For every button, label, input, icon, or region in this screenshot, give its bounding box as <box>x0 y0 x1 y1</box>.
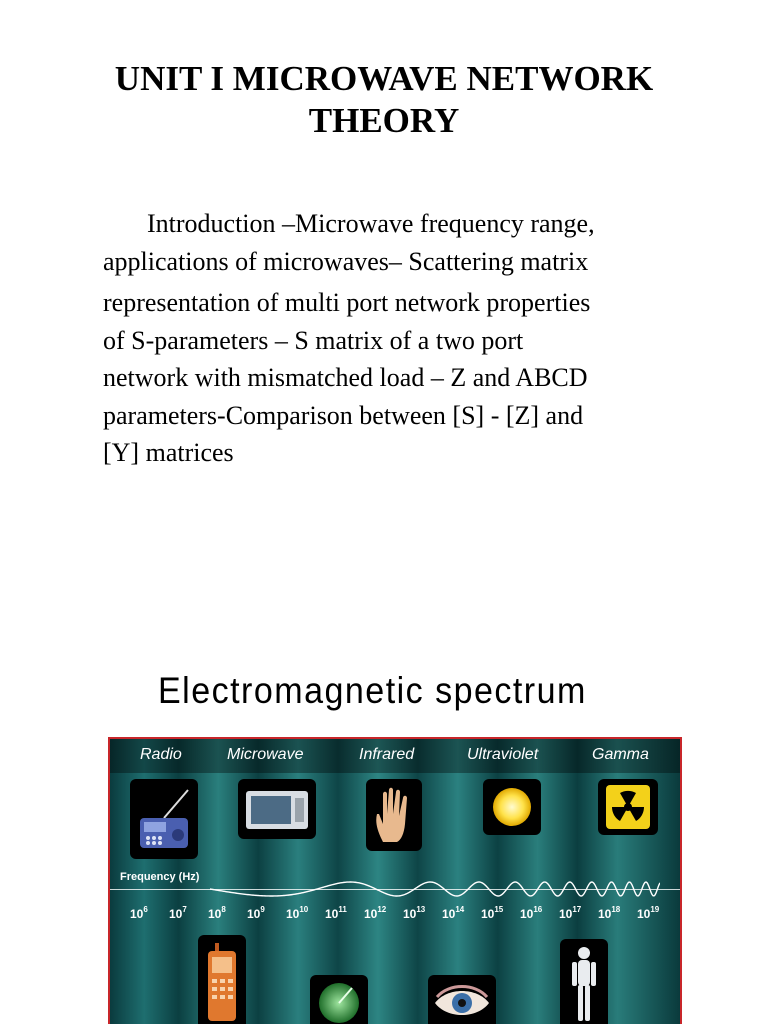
frequency-tick-label: $10^{16}$ <box>520 905 543 921</box>
syllabus-line: representation of multi port network properties <box>103 288 591 317</box>
title-line-2: THEORY <box>308 101 460 140</box>
frequency-tick-label: $10^{13}$ <box>403 905 426 921</box>
radar-icon <box>310 975 368 1024</box>
frequency-tick-label: $10^{18}$ <box>598 905 621 921</box>
band-label-microwave: Microwave <box>227 746 304 763</box>
hand-icon <box>366 779 422 851</box>
frequency-tick-label: $10^6$ <box>130 905 148 921</box>
wave-graphic <box>210 877 660 901</box>
frequency-axis-label: Frequency (Hz) <box>120 871 200 883</box>
syllabus-line: applications of microwaves– Scattering matrix <box>103 246 589 276</box>
band-label-ultraviolet: Ultraviolet <box>467 746 539 763</box>
band-label-radio: Radio <box>140 746 182 763</box>
xray-body-icon <box>560 939 608 1024</box>
syllabus-line: network with mismatched load – Z and ABCD <box>103 363 588 392</box>
frequency-tick-label: $10^{11}$ <box>325 905 347 921</box>
sun-icon <box>483 779 541 835</box>
syllabus-paragraph <box>103 205 703 472</box>
band-label-infrared: Infrared <box>359 746 415 763</box>
spectrum-heading: Electromagnetic spectrum <box>158 670 587 711</box>
frequency-tick-label: $10^8$ <box>208 905 226 921</box>
band-label-row <box>110 739 680 773</box>
band-label-gamma: Gamma <box>592 746 649 763</box>
frequency-tick-row <box>110 905 680 927</box>
eye-icon <box>428 975 496 1024</box>
radio-icon <box>130 779 198 859</box>
spectrum-figure <box>108 737 682 1024</box>
frequency-tick-label: $10^{12}$ <box>364 905 387 921</box>
frequency-tick-label: $10^{17}$ <box>559 905 582 921</box>
frequency-tick-label: $10^{10}$ <box>286 905 309 921</box>
frequency-tick-label: $10^7$ <box>169 905 187 921</box>
syllabus-line: parameters-Comparison between [S] - [Z] and <box>103 400 584 430</box>
radiation-icon <box>598 779 658 835</box>
page-title <box>40 58 728 142</box>
title-line-1: UNIT I MICROWAVE NETWORK <box>114 59 654 98</box>
syllabus-line: [Y] matrices <box>103 438 234 467</box>
syllabus-line: Introduction –Microwave frequency range, <box>147 209 595 238</box>
frequency-tick-label: $10^{15}$ <box>481 905 504 921</box>
frequency-tick-label: $10^{14}$ <box>442 905 465 921</box>
syllabus-line: of S-parameters – S matrix of a two port <box>103 325 524 355</box>
frequency-tick-label: $10^{19}$ <box>637 905 660 921</box>
frequency-tick-label: $10^9$ <box>247 905 265 921</box>
microwave-oven-icon <box>238 779 316 839</box>
cell-phone-icon <box>198 935 246 1024</box>
